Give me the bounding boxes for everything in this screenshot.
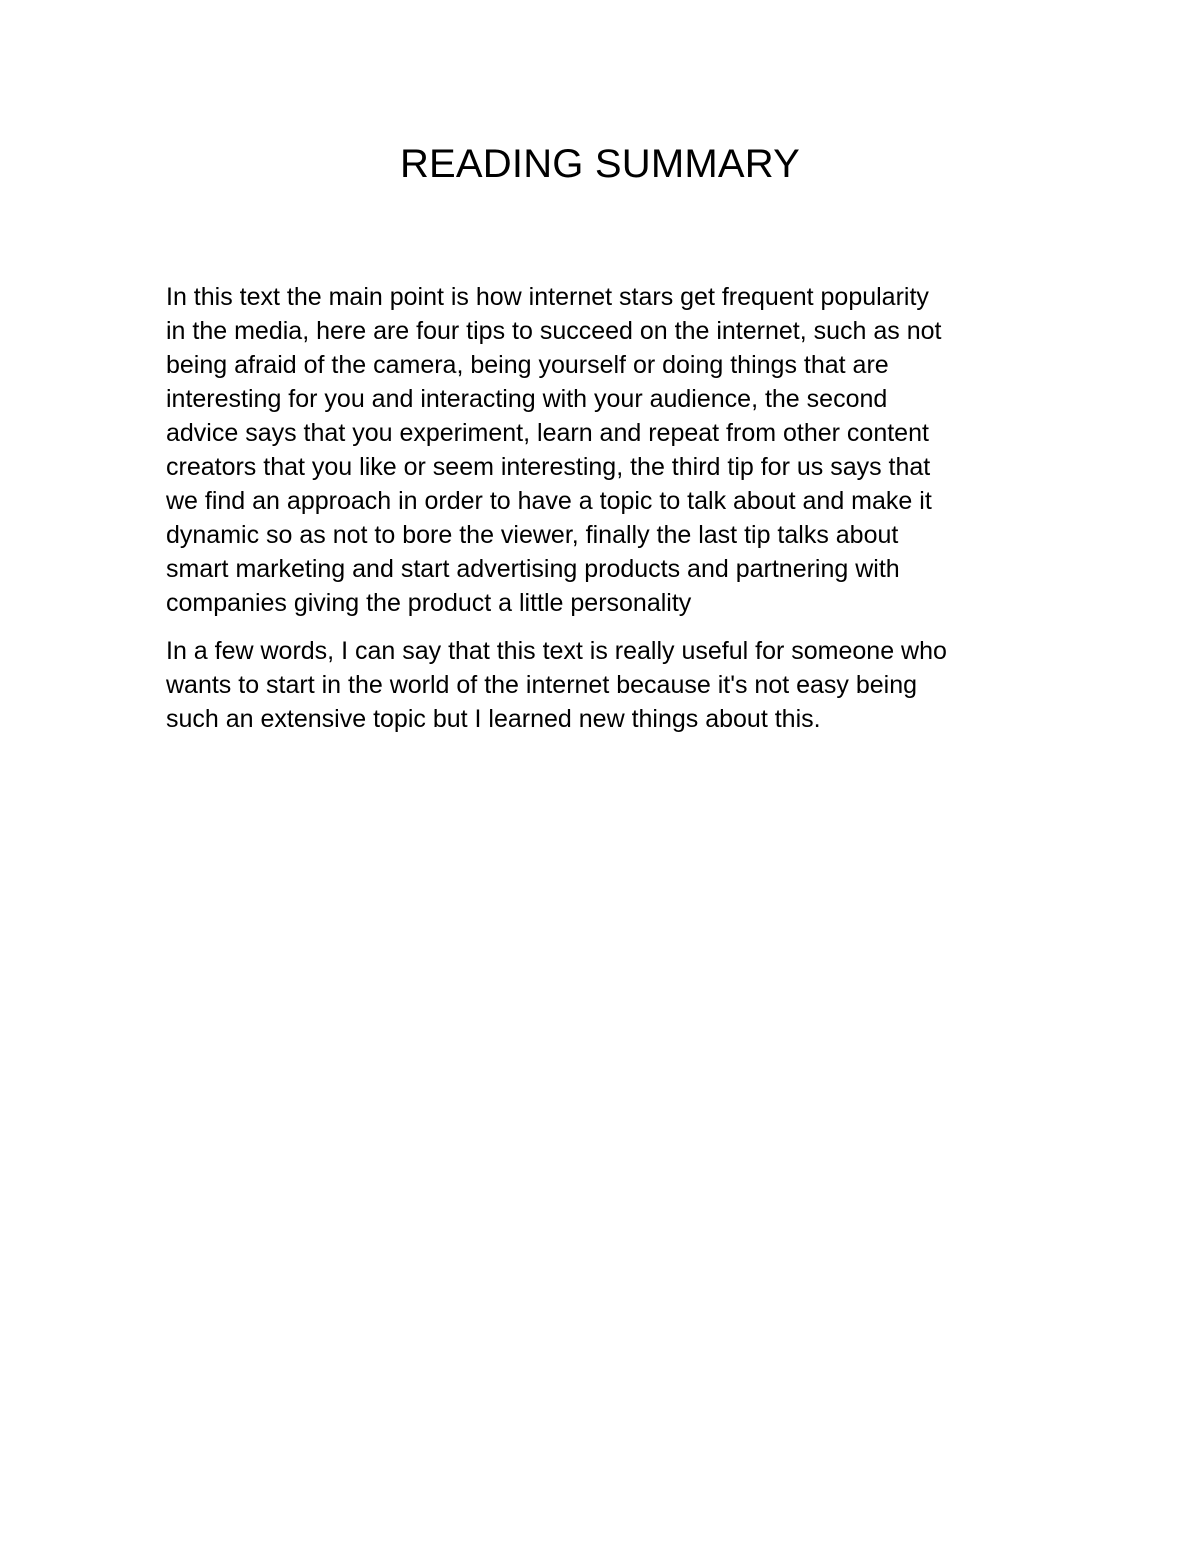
- paragraph-1: [166, 280, 1046, 620]
- document-body: [166, 280, 1046, 750]
- page-title: READING SUMMARY: [399, 142, 801, 186]
- paragraph-line: In a few words, I can say that this text is really useful for someone who: [166, 637, 947, 665]
- paragraph-line: in the media, here are four tips to succeed on the internet, such as not: [166, 317, 942, 345]
- paragraph-line: dynamic so as not to bore the viewer, finally the last tip talks about: [166, 521, 899, 549]
- paragraph-line: interesting for you and interacting with your audience, the second: [166, 385, 888, 413]
- paragraph-line: creators that you like or seem interesting, the third tip for us says that: [166, 453, 931, 481]
- paragraph-line: smart marketing and start advertising products and partnering with: [166, 555, 900, 583]
- paragraph-line: In this text the main point is how internet stars get frequent popularity: [166, 283, 929, 311]
- paragraph-2: [166, 634, 1046, 736]
- paragraph-line: wants to start in the world of the internet because it's not easy being: [166, 671, 918, 699]
- paragraph-line: we find an approach in order to have a topic to talk about and make it: [166, 487, 932, 515]
- paragraph-line: such an extensive topic but I learned new things about this.: [166, 705, 821, 733]
- paragraph-line: companies giving the product a little personality: [166, 589, 692, 617]
- paragraph-line: being afraid of the camera, being yourself or doing things that are: [166, 351, 889, 379]
- paragraph-line: advice says that you experiment, learn and repeat from other content: [166, 419, 929, 447]
